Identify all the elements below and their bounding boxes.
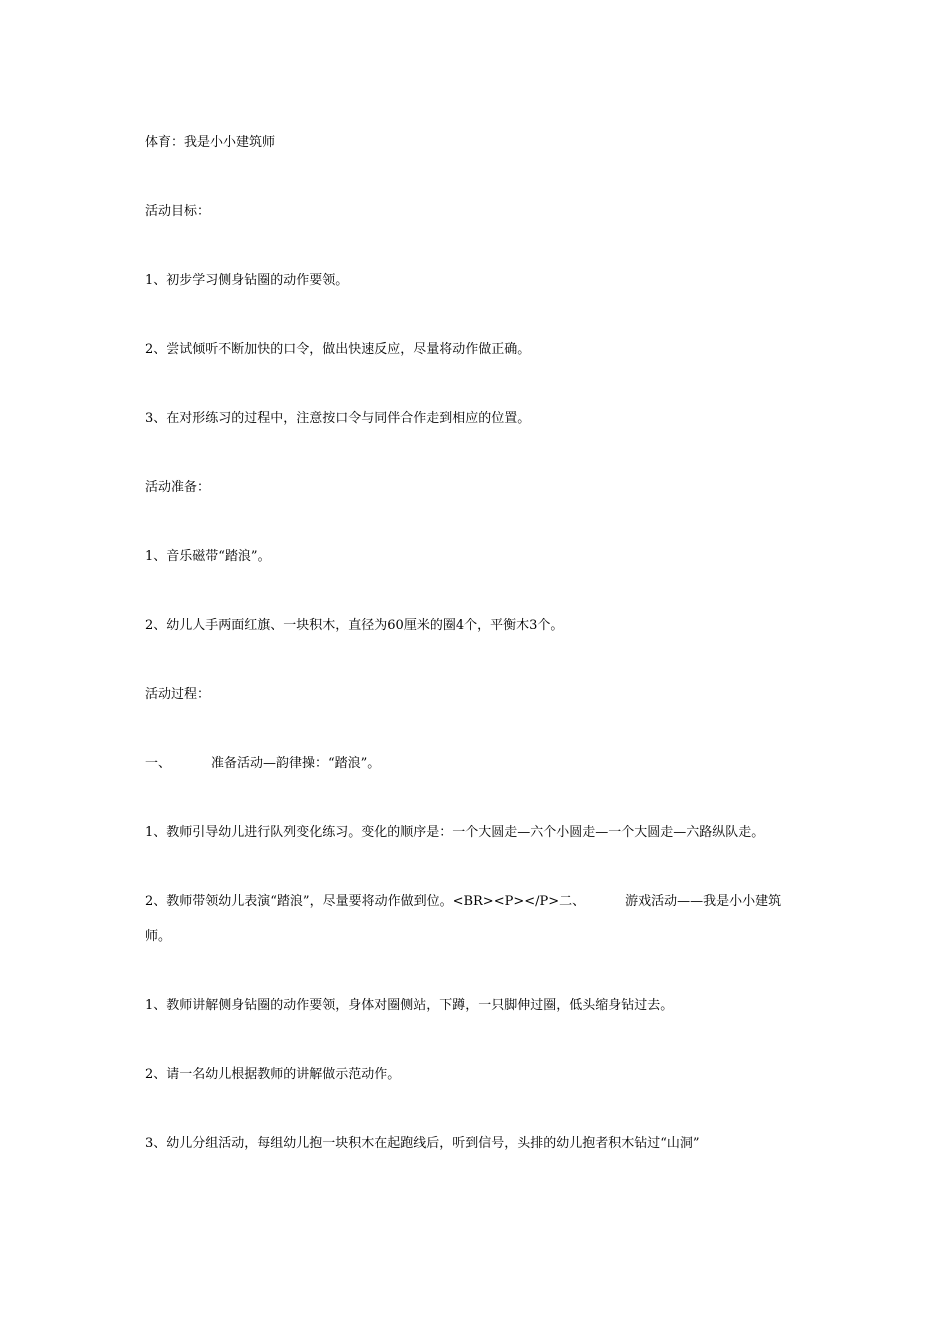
goal-item: 1、初步学习侧身钻圈的动作要领。 — [145, 273, 349, 288]
process-step-number: 一、 — [145, 756, 172, 771]
goal-item: 3、在对形练习的过程中，注意按口令与同伴合作走到相应的位置。 — [145, 411, 531, 426]
goal-item: 2、尝试倾听不断加快的口令，做出快速反应，尽量将动作做正确。 — [145, 342, 531, 357]
process-item: 1、教师引导幼儿进行队列变化练习。变化的顺序是：一个大圆走—六个小圆走—一个大圆走—六路纵队走。 — [145, 825, 765, 840]
preparation-item: 2、幼儿人手两面红旗、一块积木，直径为60厘米的圈4个，平衡木3个。 — [145, 618, 564, 633]
section-heading-process: 活动过程： — [145, 687, 211, 702]
process-step-two-text: 游戏活动——我是小小建筑师。 — [145, 894, 782, 944]
process-step-text: 准备活动—韵律操：“踏浪”。 — [211, 756, 381, 771]
process-item: 2、请一名幼儿根据教师的讲解做示范动作。 — [145, 1066, 401, 1082]
process-item-text: 2、教师带领幼儿表演“踏浪”，尽量要将动作做到位。<BR><P></P>二、 — [145, 894, 586, 909]
document-body — [145, 126, 805, 1161]
section-heading-preparation: 活动准备： — [145, 480, 211, 495]
process-item — [145, 885, 805, 954]
section-heading-goals: 活动目标： — [145, 204, 211, 219]
process-step-one — [145, 747, 805, 782]
process-item: 3、幼儿分组活动，每组幼儿抱一块积木在起跑线后，听到信号，头排的幼儿抱者积木钻过“山洞” — [145, 1135, 700, 1151]
document-title: 体育：我是小小建筑师 — [145, 135, 276, 150]
preparation-item: 1、音乐磁带“踏浪”。 — [145, 549, 271, 564]
process-item: 1、教师讲解侧身钻圈的动作要领，身体对圈侧站，下蹲，一只脚伸过圈，低头缩身钻过去。 — [145, 997, 674, 1013]
